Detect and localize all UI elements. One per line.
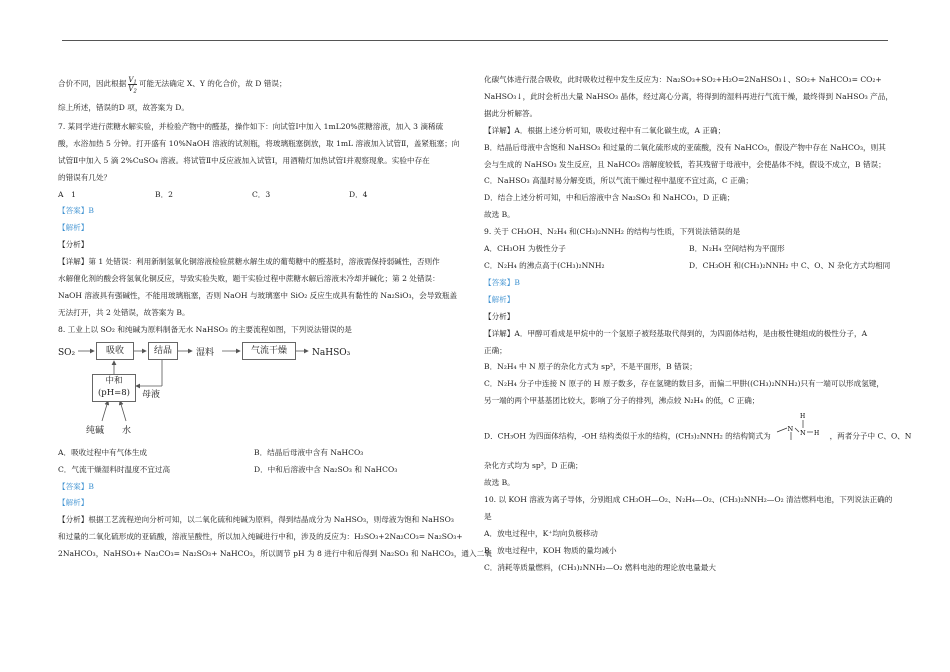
- q7-option-b: B．2: [155, 189, 174, 199]
- q9-detail-line3: B．N₂H₄ 中 N 原子的杂化方式为 sp³，不是平面形，B 错误；: [484, 362, 697, 372]
- q8-cont-line1: 化碳气体进行混合吸收，此时吸收过程中发生反应为：Na₂SO₃+SO₂+H₂O=2NaHSO₃↓、SO₂+ NaHCO₃= CO₂+: [484, 75, 882, 84]
- q7-options: [58, 187, 466, 204]
- q8-analysis-line3: 2NaHCO₃，NaHSO₃+ Na₂CO₃= Na₂SO₃+ NaHCO₃，所以调节 pH 为 8 进行中和后得到 Na₂SO₃ 和 NaHCO₃，通入二氧: [58, 549, 492, 559]
- q8-options-row1: [58, 445, 466, 462]
- absorb-label: 吸收: [105, 345, 124, 356]
- q7-jiexi-label: 【解析】: [58, 223, 89, 233]
- q9-fenxi-label: 【分析】: [484, 311, 515, 321]
- q7-stem-line3: 试管Ⅱ中加入 5 滴 2%CuSO₄ 溶液。将试管Ⅱ中反应液加入试管Ⅰ，用酒精灯加热试管Ⅰ并观察现象。实验中存在: [58, 155, 430, 165]
- q8-detail-d: D．结合上述分析可知，中和后溶液中含 Na₂SO₃ 和 NaHCO₃，D 正确；: [484, 193, 735, 203]
- q9-detail-line6-text: D．CH₃OH 为四面体结构，-OH 结构类似于水的结构，(CH₃)₂NNH₂ 的结构简式为: [484, 431, 771, 441]
- udmh-structure-drawing: [773, 410, 827, 444]
- q9-jiexi-label: 【解析】: [484, 294, 515, 304]
- frac-denominator: $V_2$: [128, 84, 137, 94]
- q8-detail-c: C．NaHSO₃ 高温时易分解变质，所以气流干燥过程中温度不宜过高，C 正确；: [484, 176, 753, 186]
- q7-stem-line2: 酸，水浴加热 5 分钟。打开盛有 10%NaOH 溶液的试剂瓶，将玻璃瓶塞倒放，取 1mL 溶液加入试管Ⅱ，盖紧瓶塞；向: [58, 138, 460, 148]
- water-label: 水: [122, 425, 132, 436]
- dry-label: 气流干燥: [250, 345, 287, 356]
- q7-detail-line1: 【详解】第 1 处错误：利用新制氢氧化铜溶液检验蔗糖水解生成的葡萄糖中的醛基时，溶液需保持弱碱性，否则作: [58, 257, 440, 267]
- q6-summary: 综上所述，错误的D 项，故答案为 D。: [58, 103, 189, 112]
- q8-detail-b1: B．结晶后母液中含饱和 NaHSO₃ 和过量的二氧化硫形成的亚硫酸，没有 NaHCO₃，假设产物中存在 NaHCO₃，则其: [484, 142, 886, 152]
- q7-answer: 【答案】B: [58, 206, 94, 216]
- ph-label: (pH=8): [97, 387, 131, 398]
- q8-stem: 8. 工业上以 SO₂ 和纯碱为原料制备无水 NaHSO₃ 的主要流程如图，下列说法错误的是: [58, 324, 352, 334]
- q8-detail-a: 【详解】A．根据上述分析可知，吸收过程中有二氧化碳生成，A 正确；: [484, 125, 726, 135]
- mother-liquor-label: 母液: [142, 389, 161, 400]
- struct-h2: H: [814, 430, 820, 438]
- q7-detail-line4: 无法打开，共 2 处错误，故答案为 B。: [58, 307, 190, 317]
- product-label: NaHSO₃: [312, 347, 351, 358]
- q9-detail-line1: 【详解】A．甲醇可看成是甲烷中的一个氢原子被羟基取代得到的，为四面体结构，是由极性键组成的极性分子，A: [484, 328, 868, 338]
- dry-box: [242, 342, 296, 360]
- frac-numerator: $V_1$: [128, 75, 137, 85]
- crystal-label: 结晶: [153, 345, 172, 356]
- q9-conclusion: 故选 B。: [484, 478, 515, 488]
- crystal-box: [148, 342, 178, 360]
- q10-option-c: C．消耗等质量燃料，(CH₃)₂NNH₂—O₂ 燃料电池的理论放电量最大: [484, 562, 716, 572]
- v1-over-v2-fraction: [128, 76, 137, 93]
- q8-options-row2: [58, 462, 466, 479]
- q8-option-a: A．吸收过程中有气体生成: [58, 447, 148, 457]
- q10-stem-line2: 是: [484, 511, 492, 521]
- q9-stem: 9. 关于 CH₃OH、N₂H₄ 和(CH₃)₂NNH₂ 的结构与性质，下列说法错误的是: [484, 227, 741, 237]
- flow-diagram: [58, 341, 466, 441]
- q9-detail-line2: 正确；: [484, 345, 507, 355]
- q9-option-c: C．N₂H₄ 的沸点高于(CH₃)₂NNH₂: [484, 260, 605, 270]
- struct-n2: N: [800, 429, 806, 438]
- q9-detail-line5: 另一端的两个甲基基团比较大，影响了分子的排列，沸点较 N₂H₄ 的低，C 正确；: [484, 396, 760, 406]
- q6-tail-line: [58, 72, 466, 96]
- q8-analysis-line2: 和过量的二氧化硫形成的亚硫酸，溶液呈酸性，所以加入纯碱进行中和，涉及的反应为：H₂SO₃+2Na₂CO₃= Na₂SO₃+: [58, 532, 463, 542]
- so2-label: SO₂: [58, 347, 76, 358]
- q10-option-a: A．放电过程中，K⁺均向负极移动: [484, 528, 598, 538]
- q7-option-c: C．3: [252, 189, 271, 199]
- soda-label: 纯碱: [86, 425, 105, 436]
- q9-detail-line7: 杂化方式均为 sp³，D 正确；: [484, 461, 583, 471]
- q7-stem-line1: 7. 某同学进行蔗糖水解实验，并检验产物中的醛基，操作如下：向试管Ⅰ中加入 1mL20%蔗糖溶液，加入 3 滴稀硫: [58, 121, 444, 131]
- q9-options-row1: [484, 241, 894, 258]
- q8-cont-line2: NaHSO₃↓，此时会析出大量 NaHSO₃ 晶体，经过离心分离，将得到的湿料再进行气流干燥，最终得到 NaHSO₃ 产品，: [484, 91, 893, 101]
- q10-stem-line1: 10. 以 KOH 溶液为离子导体，分别组成 CH₃OH—O₂、N₂H₄—O₂、(CH₃)₂NNH₂—O₂ 清洁燃料电池，下列说法正确的: [484, 494, 893, 504]
- q9-option-b: B．N₂H₄ 空间结构为平面形: [689, 244, 785, 254]
- q8-answer: 【答案】B: [58, 481, 94, 491]
- q8-cont-line3: 据此分析解答。: [484, 108, 538, 118]
- q8-jiexi-label: 【解析】: [58, 498, 89, 508]
- udmh-structure: [773, 410, 827, 463]
- q8-option-d: D．中和后溶液中含 Na₂SO₃ 和 NaHCO₃: [254, 464, 398, 474]
- q7-option-a: A 1: [58, 189, 76, 199]
- neutral-label: 中和: [105, 375, 123, 386]
- q7-stem-line4: 的错误有几处？: [58, 172, 112, 182]
- right-column: [484, 72, 912, 576]
- q10-option-b: B．放电过程中，KOH 物质的量均减小: [484, 545, 617, 555]
- q8-option-b: B．结晶后母液中含有 NaHCO₃: [254, 447, 364, 457]
- q8-option-c: C．气流干燥湿料时温度不宜过高: [58, 464, 171, 474]
- q7-detail-line3: NaOH 溶液具有强碱性，不能用玻璃瓶塞，否则 NaOH 与玻璃塞中 SiO₂ 反应生成具有黏性的 Na₂SiO₃，会导致瓶盖: [58, 290, 458, 300]
- struct-h1: H: [800, 413, 806, 421]
- q6-tail-text-2: 可能无法确定 X、Y 的化合价，故 D 错误；: [138, 79, 287, 88]
- q7-fenxi-label: 【分析】: [58, 240, 89, 250]
- q9-options-row2: [484, 258, 894, 275]
- header-rule: [62, 40, 888, 41]
- absorb-box: [96, 342, 134, 360]
- q9-option-a: A．CH₃OH 为极性分子: [484, 244, 566, 254]
- neutral-box: [92, 374, 136, 402]
- q8-detail-b2: 会与生成的 NaHSO₃ 发生反应，且 NaHCO₃ 溶解度较低，若其残留于母液中，会使晶体不纯，假设不成立，B 错误；: [484, 159, 886, 169]
- q9-answer: 【答案】B: [484, 277, 520, 287]
- wet-material-label: 湿料: [196, 347, 215, 358]
- q9-detail-line6: [484, 410, 912, 452]
- struct-n1: N: [787, 425, 794, 434]
- left-column: [58, 72, 492, 563]
- q7-option-d: D．4: [349, 189, 368, 199]
- q9-detail-line6-tail: ，两者分子中 C、O、N: [829, 431, 912, 441]
- q8-analysis-line1: 【分析】根据工艺流程逆向分析可知，以二氧化硫和纯碱为原料，得到结晶成分为 NaHSO₃，则母液为饱和 NaHSO₃: [58, 515, 454, 525]
- q8-conclusion: 故选 B。: [484, 210, 515, 220]
- q9-detail-line4: C．N₂H₄ 分子中连接 N 原子的 H 原子数多，存在氢键的数目多，而偏二甲肼((CH₃)₂NNH₂)只有一端可以形成氢键，: [484, 379, 884, 389]
- q9-option-d: D．CH₃OH 和(CH₃)₂NNH₂ 中 C、O、N 杂化方式均相同: [689, 260, 891, 270]
- q7-detail-line2: 水解催化剂的酸会将氢氧化铜反应，导致实验失败，题干实验过程中蔗糖水解后溶液未冷却并碱化；第 2 处错误：: [58, 274, 440, 284]
- q6-tail-text: 合价不同，因此根据: [58, 79, 127, 88]
